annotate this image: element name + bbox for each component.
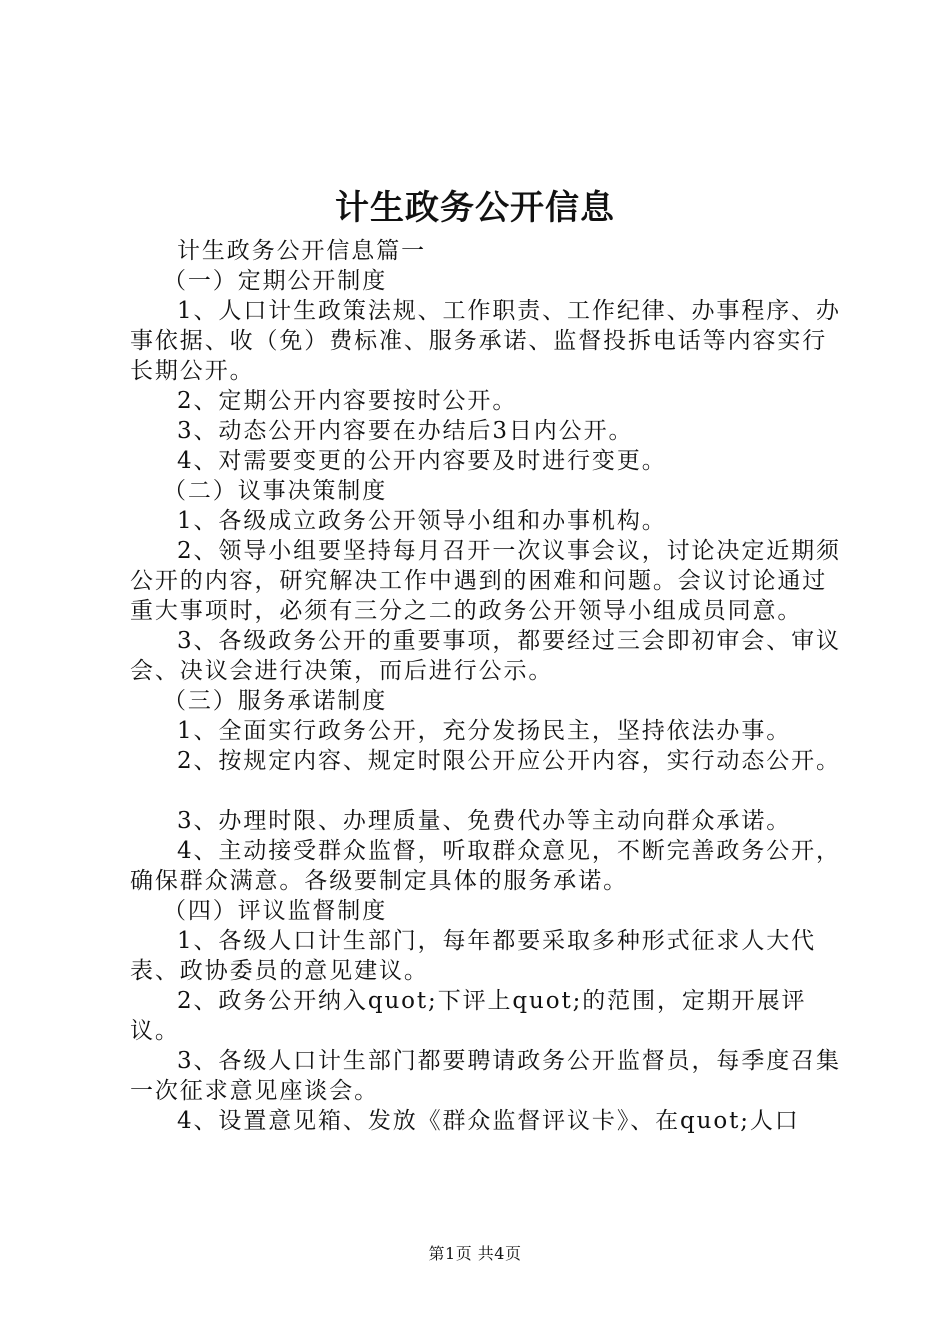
blank-line	[130, 776, 850, 806]
paragraph: 3、办理时限、办理质量、免费代办等主动向群众承诺。	[177, 808, 792, 834]
page-number-footer: 第1页 共4页	[428, 1244, 522, 1263]
paragraph: 1、各级成立政务公开领导小组和办事机构。	[177, 508, 667, 534]
paragraph: 4、主动接受群众监督，听取群众意见，不断完善政务公开，确保群众满意。各级要制定具体的服务承诺。	[130, 838, 841, 894]
paragraph: 1、全面实行政务公开，充分发扬民主，坚持依法办事。	[177, 718, 792, 744]
paragraph: 2、定期公开内容要按时公开。	[177, 388, 518, 414]
paragraph: 3、各级人口计生部门都要聘请政务公开监督员，每季度召集一次征求意见座谈会。	[130, 1048, 841, 1104]
paragraph: 1、各级人口计生部门，每年都要采取多种形式征求人大代表、政协委员的意见建议。	[130, 928, 817, 984]
paragraph: 2、政务公开纳入quot;下评上quot;的范围，定期开展评议。	[130, 988, 807, 1044]
section-heading-2: （二）议事决策制度	[163, 478, 388, 504]
section-heading-1: （一）定期公开制度	[163, 268, 388, 294]
paragraph: 2、领导小组要坚持每月召开一次议事会议，讨论决定近期须公开的内容，研究解决工作中遇到的困难和问题。会议讨论通过重大事项时，必须有三分之二的政务公开领导小组成员同意。	[130, 538, 841, 624]
paragraph: 1、人口计生政策法规、工作职责、工作纪律、办事程序、办事依据、收（免）费标准、服务承诺、监督投拆电话等内容实行长期公开。	[130, 298, 841, 384]
section-heading-intro: 计生政务公开信息篇一	[177, 238, 426, 264]
section-heading-4: （四）评议监督制度	[163, 898, 388, 924]
paragraph: 2、按规定内容、规定时限公开应公开内容，实行动态公开。	[177, 748, 841, 774]
section-heading-3: （三）服务承诺制度	[163, 688, 388, 714]
paragraph: 4、对需要变更的公开内容要及时进行变更。	[177, 448, 667, 474]
paragraph: 4、设置意见箱、发放《群众监督评议卡》、在quot;人口	[177, 1108, 800, 1134]
document-body	[130, 236, 850, 1136]
paragraph: 3、动态公开内容要在办结后3日内公开。	[177, 418, 634, 444]
document-title: 计生政务公开信息	[335, 188, 615, 228]
paragraph: 3、各级政务公开的重要事项，都要经过三会即初审会、审议会、决议会进行决策，而后进行公示。	[130, 628, 841, 684]
